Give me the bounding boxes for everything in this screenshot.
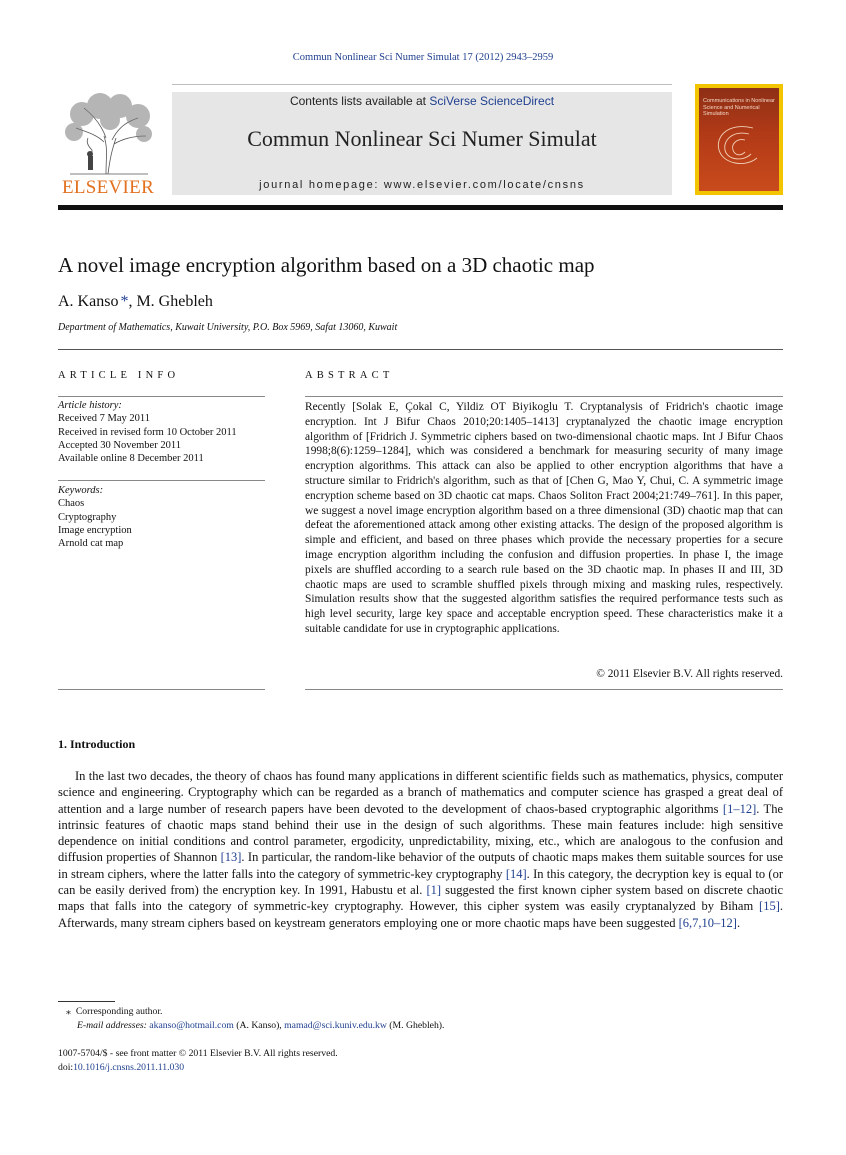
citation-link[interactable]: [15] bbox=[759, 899, 780, 914]
abstract-copyright: © 2011 Elsevier B.V. All rights reserved. bbox=[596, 668, 783, 680]
elsevier-tree-icon bbox=[62, 92, 154, 176]
citation-link[interactable]: [1] bbox=[426, 883, 442, 898]
history-revised: Received in revised form 10 October 2011 bbox=[58, 426, 237, 438]
keyword-item: Chaos bbox=[58, 498, 85, 510]
footnote-mark: ⁎ bbox=[66, 1006, 71, 1017]
abstract-text: Recently [Solak E, Çokal C, Yildiz OT Biyikoglu T. Cryptanalysis of Fridrich's chaotic image encryption. Int J Bifur Chaos 2010;20:1405–1413] cryptanalyzed the chaotic image encryption algorithm of [Fridrich J. Symmetric ciphers based on two-dimensional chaotic maps. Int J Bifur Chaos 1998;8(6):1259–1284], which was considered a benchmark for measuring security of many image encryption algorithms. This attack can also be applied to other encryption algorithms that have a structure similar to Fridrich's algorithm, such as that of [Chen G, Mao Y, Chui, C. A symmetric image encryption scheme based on 3D chaotic cat maps. Chaos Soliton Fract 2004;21:749–761]. In this paper, we suggest a novel image encryption algorithm based on a three dimensional (3D) chaotic map that can defeat the aforementioned attack among other existing attacks. The design of the proposed algorithm is simple and efficient, and based on three phases which provide the necessary properties for a secure image encryption algorithm including the confusion and diffusion properties. In phase I, the image pixels are shuffled according to a search rule based on the 3D chaotic map. In phases II and III, 3D chaotic maps are used to scramble shuffled pixels through mixing and masking rules, respectively. Simulation results show that the suggested algorithm satisfies the required performance tests such as high level security, large key space and acceptable encryption speed. These characteristics make it a suitable candidate for use in cryptographic applications. bbox=[305, 401, 783, 635]
article-info-rule bbox=[58, 396, 265, 397]
history-online: Available online 8 December 2011 bbox=[58, 453, 204, 465]
abstract-heading: ABSTRACT bbox=[305, 370, 394, 381]
article-info-heading: ARTICLE INFO bbox=[58, 370, 180, 381]
keyword-item: Cryptography bbox=[58, 511, 117, 523]
sciencedirect-link[interactable]: SciVerse ScienceDirect bbox=[429, 94, 555, 108]
journal-cover[interactable] bbox=[695, 84, 783, 195]
email-link-ghebleh[interactable]: mamad@sci.kuniv.edu.kw bbox=[284, 1020, 387, 1031]
author-kanso: A. Kanso bbox=[58, 293, 119, 310]
intro-text: . bbox=[736, 915, 741, 930]
journal-homepage[interactable]: journal homepage: www.elsevier.com/locate/cnsns bbox=[259, 179, 585, 191]
author-separator: , bbox=[128, 293, 137, 310]
journal-reference-link[interactable]: Commun Nonlinear Sci Numer Simulat 17 (2012) 2943–2959 bbox=[292, 52, 554, 63]
email-label: E-mail addresses: bbox=[77, 1020, 147, 1031]
contents-prefix: Contents lists available at bbox=[289, 94, 430, 108]
intro-text: . The intrinsic features of chaotic maps stand behind their use in the design of such algorithms. These main features include: high sensitive dependence on initial conditions and control parameter, ergodicity, unpredictability, mixing, etc., which are analogous to the confusion and diffusion properties of Shannon bbox=[58, 801, 783, 865]
cover-title: Communications in Nonlinear Science and Numerical Simulation bbox=[703, 98, 775, 117]
intro-text: suggested the first known cipher system based on discrete chaotic maps that falls into the category of symmetric-key cryptography. However, this cipher system was easily cryptanalyzed by Biham bbox=[58, 883, 784, 914]
footnote-rule bbox=[58, 1001, 115, 1002]
article-title: A novel image encryption algorithm based on a 3D chaotic map bbox=[58, 253, 595, 277]
abstract-bottom-rule bbox=[305, 689, 783, 690]
chaotic-attractor-icon bbox=[709, 118, 769, 173]
email-owner: (M. Ghebleh). bbox=[386, 1020, 445, 1031]
intro-text: In the last two decades, the theory of chaos has found many applications in different scientific fields such as mathematics, physics, computer science and engineering. Cryptography which can be regarded as a branch of mathematics and computer science has grasped a great deal of attention and a large number of research papers have been devoted to the development of chaos-based cryptographic algorithms bbox=[58, 769, 783, 816]
header-top-rule bbox=[172, 84, 672, 85]
email-link-kanso[interactable]: akanso@hotmail.com bbox=[149, 1020, 234, 1031]
intro-text: . Afterwards, many stream ciphers based on keystream generators employing one or more chaotic maps have been suggested bbox=[58, 899, 783, 930]
doi-link[interactable]: 10.1016/j.cnsns.2011.11.030 bbox=[73, 1062, 185, 1073]
header-thick-rule bbox=[58, 205, 783, 210]
footnote-emails bbox=[77, 1020, 444, 1031]
citation-link[interactable]: [6,7,10–12] bbox=[678, 915, 737, 930]
contents-available-line bbox=[172, 94, 672, 108]
article-info-bottom-rule bbox=[58, 689, 265, 690]
footnote-text: Corresponding author. bbox=[75, 1006, 163, 1017]
keywords-list bbox=[58, 484, 268, 550]
keyword-item: Arnold cat map bbox=[58, 538, 124, 550]
abstract-rule bbox=[305, 396, 783, 397]
footnote-corresponding bbox=[66, 1006, 162, 1017]
author-ghebleh: M. Ghebleh bbox=[136, 293, 213, 310]
corresponding-author-mark[interactable]: * bbox=[120, 293, 129, 310]
affiliation: Department of Mathematics, Kuwait University, P.O. Box 5969, Safat 13060, Kuwait bbox=[58, 322, 398, 333]
issn-line: 1007-5704/$ - see front matter © 2011 Elsevier B.V. All rights reserved. bbox=[58, 1048, 338, 1059]
citation-link[interactable]: [14] bbox=[505, 866, 527, 881]
journal-banner bbox=[172, 92, 672, 195]
intro-text: . In particular, the random-like behavior of the outputs of chaotic maps makes them suitable sources for use in stream ciphers, where the latter falls into the category of symmetric-key cryptography bbox=[58, 850, 783, 881]
citation-link[interactable]: [13] bbox=[220, 850, 242, 865]
article-history bbox=[58, 399, 268, 465]
history-received: Received 7 May 2011 bbox=[58, 413, 151, 425]
affiliation-rule bbox=[58, 349, 783, 350]
email-owner: (A. Kanso), bbox=[233, 1020, 285, 1031]
authors bbox=[58, 293, 213, 311]
history-label: Article history: bbox=[58, 400, 122, 411]
section-heading-introduction: 1. Introduction bbox=[58, 737, 136, 751]
elsevier-logo bbox=[58, 92, 158, 198]
introduction-paragraph bbox=[58, 768, 783, 931]
citation-link[interactable]: [1–12] bbox=[722, 801, 757, 816]
journal-title: Commun Nonlinear Sci Numer Simulat bbox=[247, 126, 597, 151]
journal-cover-art bbox=[699, 88, 779, 191]
keyword-item: Image encryption bbox=[58, 524, 132, 536]
elsevier-wordmark: ELSEVIER bbox=[61, 177, 155, 198]
keywords-label: Keywords: bbox=[58, 485, 104, 496]
doi-line bbox=[58, 1062, 184, 1073]
doi-prefix: doi: bbox=[58, 1062, 74, 1073]
history-accepted: Accepted 30 November 2011 bbox=[58, 439, 181, 451]
keywords-rule bbox=[58, 480, 265, 481]
intro-text: . In this category, the decryption key is equal to (or can be easily derived from) the encryption key. In 1991, Habustu et al. bbox=[58, 866, 783, 898]
